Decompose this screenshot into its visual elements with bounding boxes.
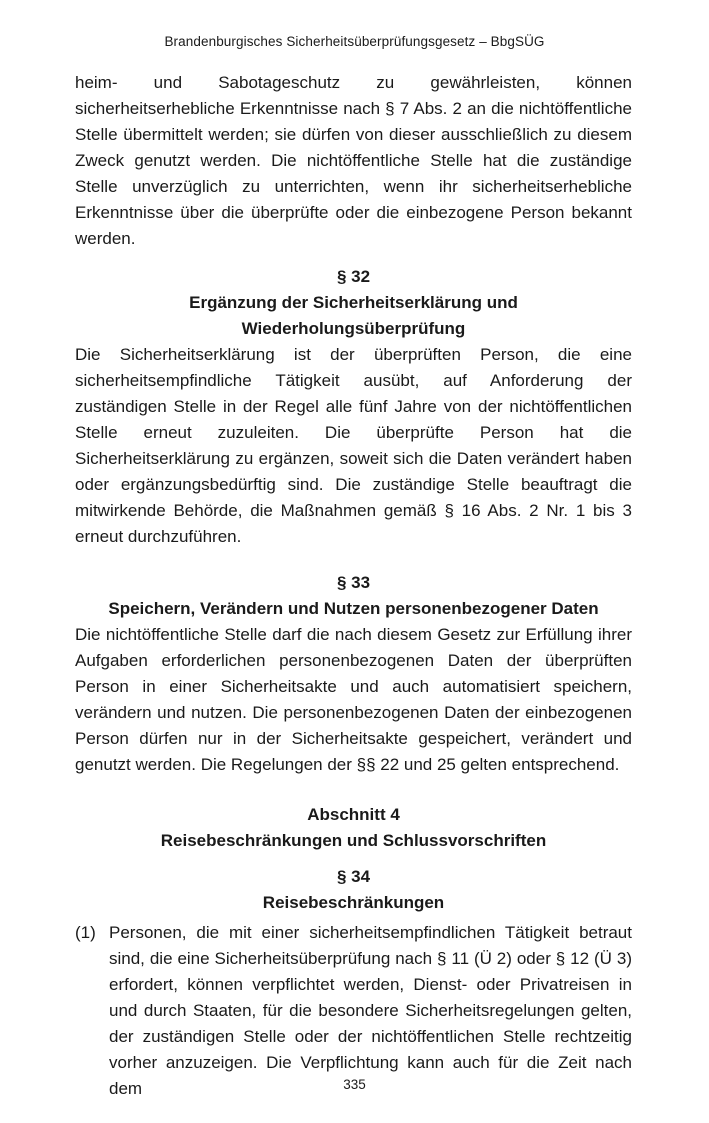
section-32-title-line1: Ergänzung der Sicherheitserklärung und — [189, 293, 518, 312]
section-33-title: Speichern, Verändern und Nutzen personenbezogener Daten — [108, 599, 599, 618]
list-item — [75, 920, 632, 1102]
intro-paragraph: heim- und Sabotageschutz zu gewährleisten, können sicherheitserhebliche Erkenntnisse nach § 7 Abs. 2 an die nichtöffentliche Stelle übermittelt werden; sie dürfen von dieser ausschließlich zu diesem Zweck genutzt werden. Die nichtöffentliche Stelle hat die zuständige Stelle unverzüglich zu unterrichten, wenn ihr sicherheitserhebliche Erkenntnisse über die überprüfte oder die einbezogene Person bekannt werden. — [75, 73, 632, 248]
section-32-text: Die Sicherheitserklärung ist der überprüften Person, die eine sicherheitsempfindliche Tätigkeit ausübt, auf Anforderung der zuständigen Stelle in der Regel alle fünf Jahre von der nichtöffentlichen Stelle erneut zuzuleiten. Die überprüfte Person hat die Sicherheitserklärung zu ergänzen, soweit sich die Daten verändert haben oder ergänzungsbedürftig sind. Die zuständige Stelle beauftragt die mitwirkende Behörde, die Maßnahmen gemäß § 16 Abs. 2 Nr. 1 bis 3 erneut durchzuführen. — [75, 345, 632, 546]
section-32-number: § 32 — [336, 267, 371, 286]
section-34-number: § 34 — [336, 867, 371, 886]
list-item-text: Personen, die mit einer sicherheitsempfindlichen Tätigkeit betraut sind, die eine Sicherheitsüberprüfung nach § 11 (Ü 2) oder § 12 (Ü 3) erfordert, können verpflichtet werden, Dienst- oder Privatreisen in und durch Staaten, für die besondere Sicherheitsregelungen gelten, der zuständigen Stelle oder der nichtöffentlichen Stelle rechtzeitig vorher anzuzeigen. Die Verpflichtung kann auch für die Zeit nach dem — [109, 923, 632, 1098]
list-item-number: (1) — [75, 923, 96, 942]
chapter-label: Abschnitt 4 — [307, 805, 400, 824]
document-body — [75, 70, 632, 1102]
section-33-text: Die nichtöffentliche Stelle darf die nach diesem Gesetz zur Erfüllung ihrer Aufgaben erforderlichen personenbezogenen Daten der überprüften Person in einer Sicherheitsakte und auch automatisiert speichern, verändern und nutzen. Die personenbezogenen Daten der einbezogenen Person dürfen nur in der Sicherheitsakte gespeichert, verändert und genutzt werden. Die Regelungen der §§ 22 und 25 gelten entsprechend. — [75, 625, 632, 774]
running-head: Brandenburgisches Sicherheitsüberprüfungsgesetz – BbgSÜG — [164, 34, 545, 49]
chapter-title: Reisebeschränkungen und Schlussvorschriften — [160, 831, 547, 850]
section-33-number: § 33 — [336, 573, 371, 592]
section-34-title: Reisebeschränkungen — [262, 893, 445, 912]
page-number: 335 — [343, 1077, 366, 1092]
section-32-title-line2: Wiederholungsüberprüfung — [241, 319, 466, 338]
